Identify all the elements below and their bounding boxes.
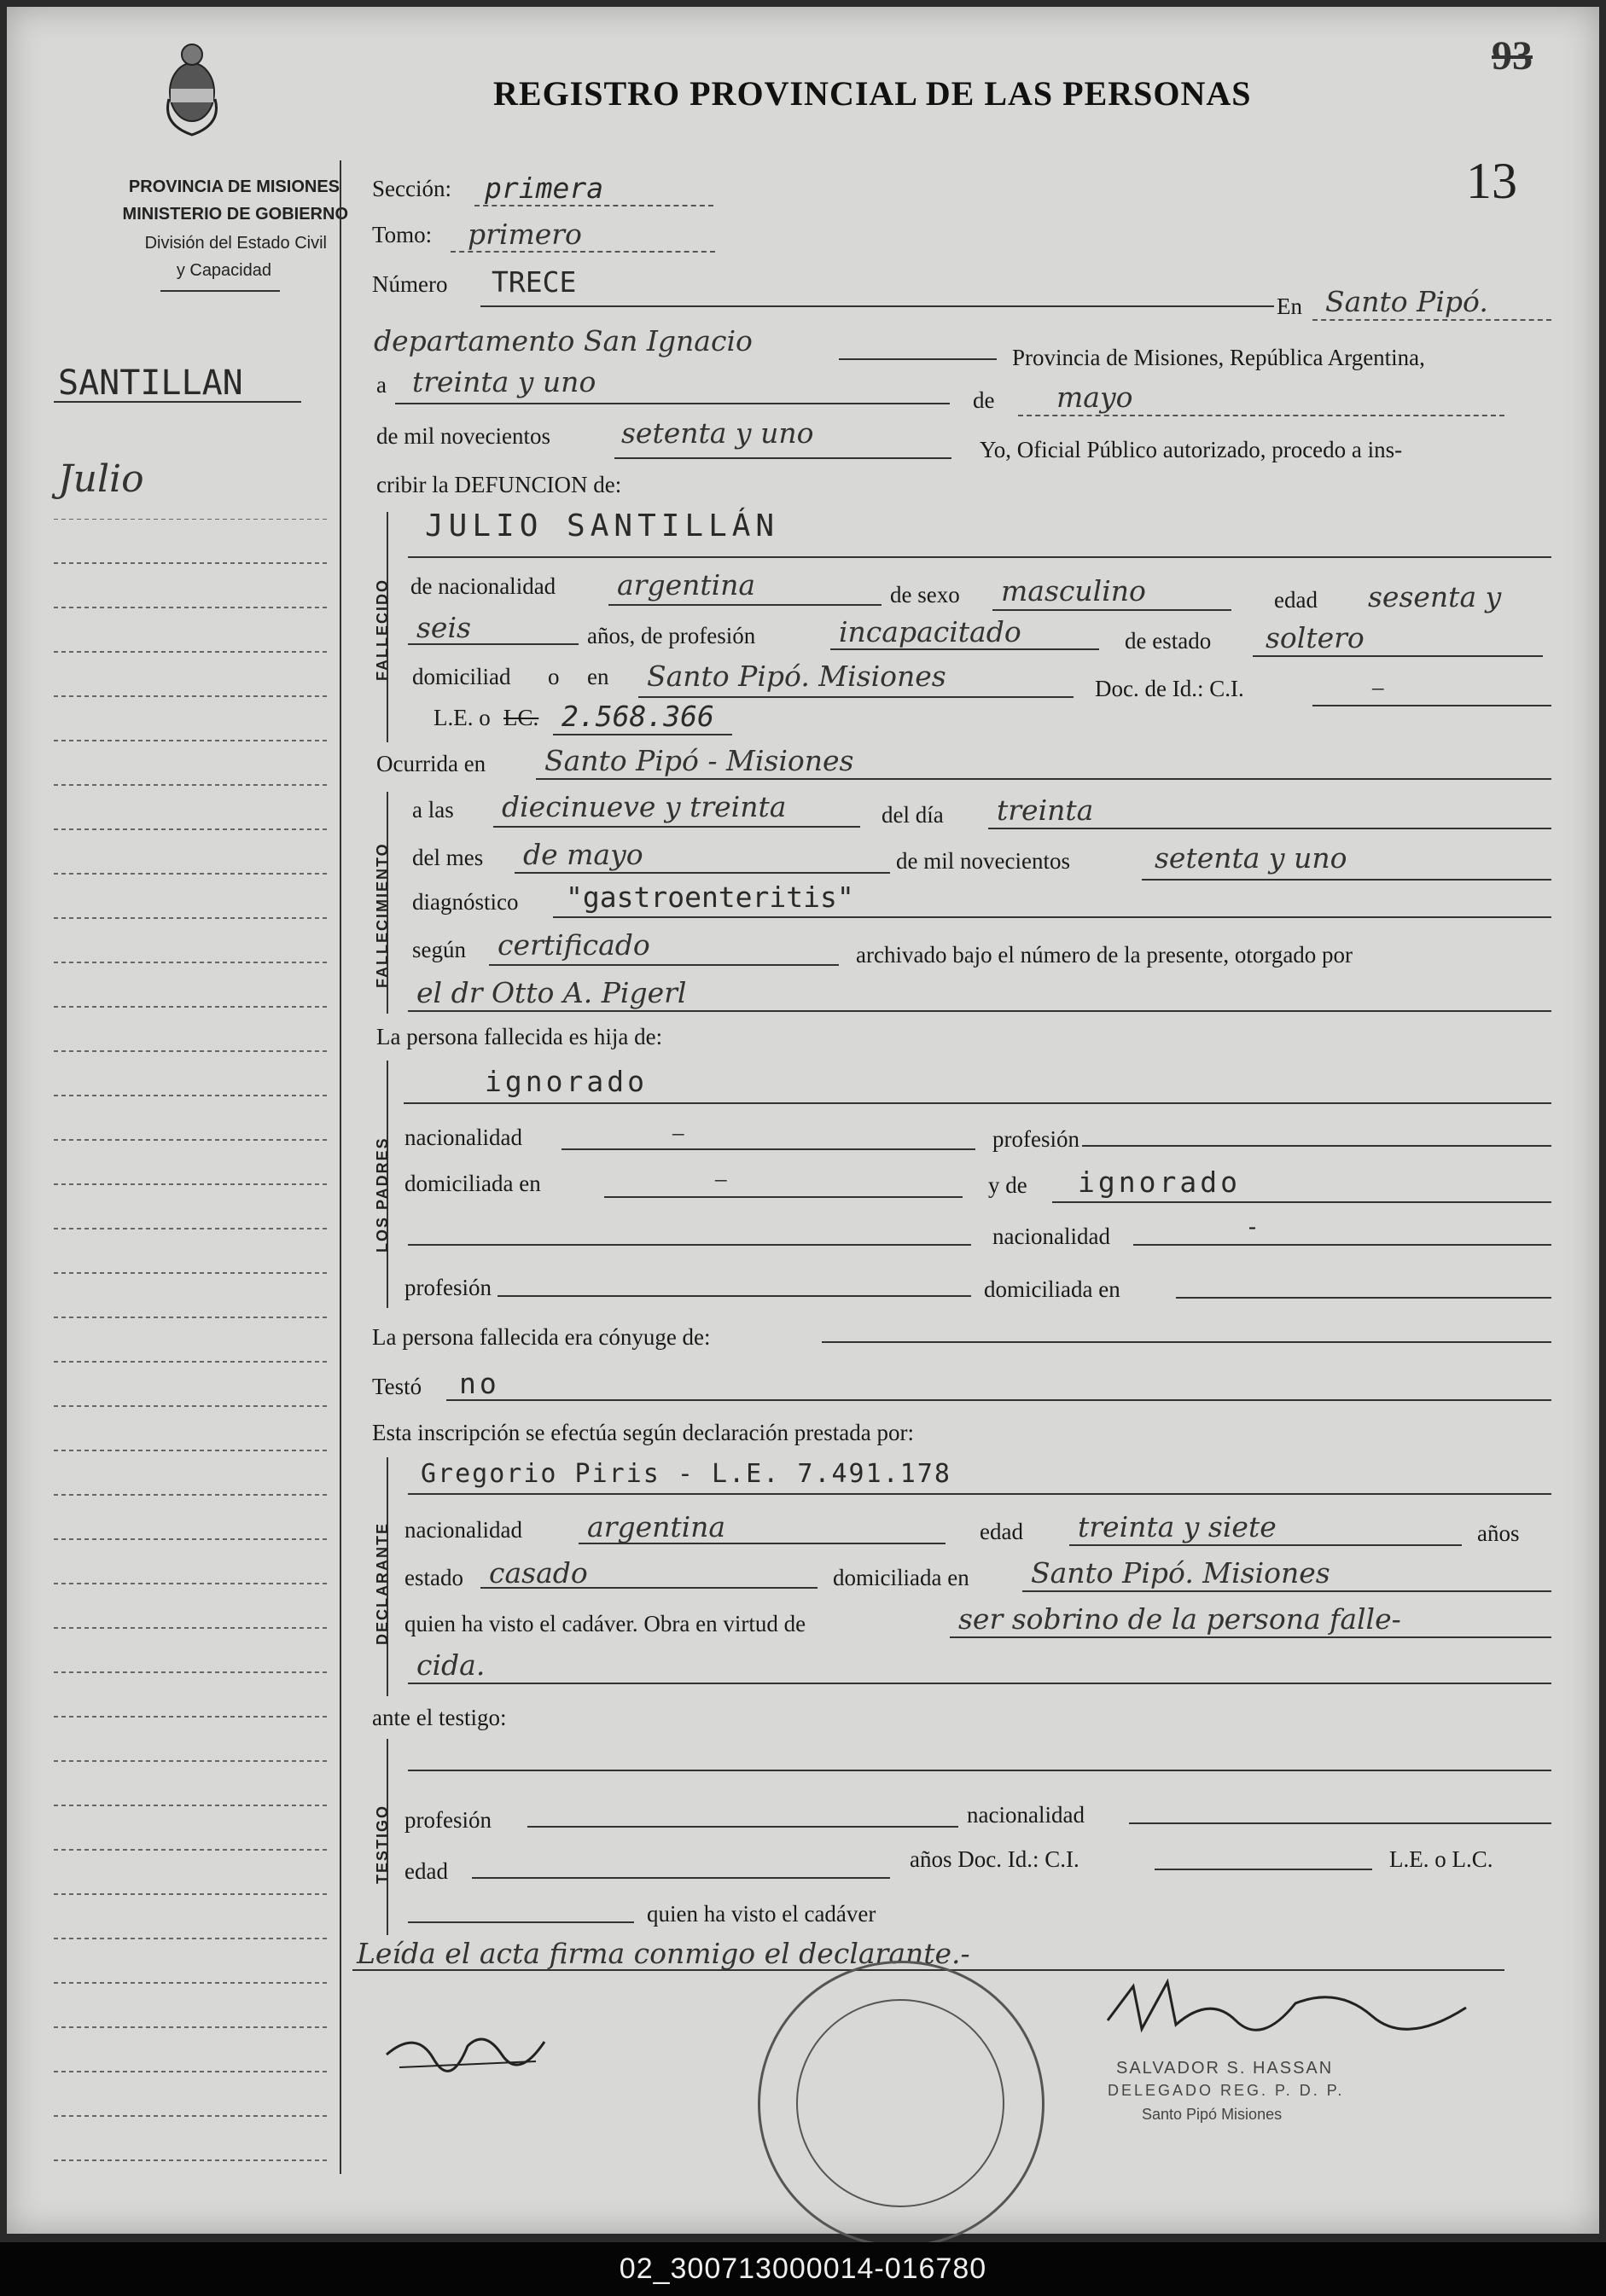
- issuer-line1: PROVINCIA DE MISIONES: [128, 177, 340, 196]
- label-estado-fallecido: de estado: [1125, 628, 1212, 654]
- line-segun: [489, 964, 839, 966]
- label-del-mes: del mes: [412, 845, 484, 870]
- margin-given-name: Julio: [58, 457, 144, 501]
- issuer-line2: MINISTERIO DE GOBIERNO: [122, 205, 348, 224]
- issuer-underline: [160, 290, 280, 292]
- label-diagnostico: diagnóstico: [412, 889, 519, 915]
- value-anio: setenta y uno: [621, 416, 814, 450]
- value-diagnostico: "gastroenteritis": [566, 881, 854, 914]
- line-le-number: [553, 734, 732, 735]
- value-dia-fallec: treinta: [997, 793, 1094, 827]
- label-testo: Testó: [372, 1374, 422, 1399]
- line-numero: [480, 305, 1274, 307]
- value-numero: TRECE: [492, 265, 577, 299]
- line-padre-dom: [604, 1196, 963, 1198]
- margin-ruled-lines: [54, 519, 327, 2208]
- label-archivado: archivado bajo el número de la presente, otorgado por: [856, 942, 1353, 968]
- line-sexo: [992, 609, 1231, 611]
- issuer-line4: y Capacidad: [176, 261, 271, 280]
- line-dia: [395, 403, 950, 404]
- line-en: [1312, 319, 1551, 321]
- value-padre-dom: –: [715, 1165, 727, 1191]
- line-declarante: [408, 1493, 1551, 1495]
- line-padre: [404, 1102, 1551, 1104]
- line-decl-estado: [480, 1587, 818, 1589]
- side-label-testigo: TESTIGO: [374, 1804, 391, 1884]
- margin-surname: SANTILLAN: [58, 363, 243, 403]
- label-sexo: de sexo: [890, 582, 960, 607]
- value-domicilio: Santo Pipó. Misiones: [647, 660, 946, 693]
- corner-number: 93: [1492, 33, 1533, 78]
- line-anio-fallec: [1142, 879, 1551, 881]
- value-hora: diecinueve y treinta: [502, 790, 787, 823]
- value-anio-fallec: setenta y uno: [1155, 841, 1347, 875]
- label-yo-oficial: Yo, Oficial Público autorizado, procedo a ins-: [980, 437, 1403, 462]
- label-domiciliada-madre: domiciliada en: [984, 1276, 1120, 1302]
- side-label-fallecido: FALLECIDO: [374, 578, 391, 681]
- label-doc-id: Doc. de Id.: C.I.: [1095, 676, 1244, 701]
- label-hija-de: La persona fallecida es hija de:: [376, 1024, 663, 1049]
- official-seal-inner: [796, 1999, 1004, 2207]
- line-ocurrida: [536, 778, 1551, 780]
- value-padre-nac: –: [672, 1119, 684, 1145]
- page-number: 13: [1466, 153, 1517, 209]
- value-profesion-fallecido: incapacitado: [839, 615, 1021, 648]
- line-dia-fallec: [988, 828, 1551, 829]
- line-nombre: [408, 556, 1551, 558]
- line-domicilio: [638, 696, 1074, 698]
- line-edad-testigo: [472, 1877, 890, 1879]
- label-segun: según: [412, 937, 466, 962]
- label-en-domicilio: en: [587, 664, 609, 689]
- value-padre: ignorado: [485, 1065, 648, 1098]
- label-anos-profesion: años, de profesión: [587, 623, 756, 648]
- side-label-fallecimiento: FALLECIMIENTO: [374, 842, 391, 988]
- label-y-de: y de: [988, 1172, 1027, 1198]
- label-profesion-madre: profesión: [404, 1275, 492, 1300]
- line-ci-testigo: [1155, 1869, 1372, 1870]
- value-segun: certificado: [498, 928, 650, 962]
- label-del-dia: del día: [882, 802, 944, 828]
- value-dia: treinta y uno: [412, 365, 596, 398]
- line-tomo: [451, 251, 715, 253]
- label-le-o-lc: L.E. o L.C.: [1389, 1846, 1493, 1872]
- line-decl-virtud1: [950, 1636, 1551, 1638]
- value-domiciliado-suffix: o: [548, 664, 560, 689]
- line-profesion-madre: [498, 1295, 971, 1297]
- label-lc-struck: LC.: [503, 705, 539, 730]
- label-quien-ha-visto: quien ha visto el cadáver. Obra en virtud de: [404, 1611, 806, 1636]
- label-profesion-padre: profesión: [992, 1126, 1079, 1152]
- value-en: Santo Pipó.: [1325, 285, 1488, 318]
- line-mes: [1018, 415, 1504, 416]
- label-de-mil-fallec: de mil novecientos: [896, 848, 1070, 874]
- line-decl-nac: [579, 1543, 946, 1544]
- line-departamento: [839, 358, 997, 360]
- line-profesion-fallecido: [830, 648, 1099, 650]
- label-edad-fallecido: edad: [1274, 587, 1318, 613]
- label-anos-decl: años: [1477, 1520, 1520, 1546]
- value-estado-fallecido: soltero: [1266, 621, 1365, 654]
- line-testigo-extra: [408, 1921, 634, 1923]
- line-madre-nac: [1133, 1244, 1551, 1246]
- label-conyuge: La persona fallecida era cónyuge de:: [372, 1324, 711, 1350]
- value-madre-nac: -: [1248, 1213, 1256, 1239]
- label-edad-decl: edad: [980, 1519, 1023, 1544]
- value-declarante: Gregorio Piris - L.E. 7.491.178: [421, 1459, 951, 1489]
- footer-id: 02_300713000014-016780: [0, 2242, 1606, 2296]
- label-de: de: [973, 387, 995, 413]
- label-inscribir: cribir la DEFUNCION de:: [376, 472, 622, 497]
- label-domiciliad: domiciliad: [412, 664, 511, 689]
- label-quien-ha-visto-testigo: quien ha visto el cadáver: [647, 1901, 876, 1927]
- value-ci: –: [1372, 674, 1384, 700]
- label-nacionalidad-decl: nacionalidad: [404, 1517, 522, 1543]
- declarant-signature-icon: [382, 2020, 553, 2080]
- line-madre: [1052, 1201, 1551, 1203]
- line-profesion-padre: [1082, 1145, 1551, 1147]
- line-edad2: [408, 643, 579, 645]
- value-mes-fallec: de mayo: [523, 838, 643, 871]
- value-mes: mayo: [1056, 381, 1133, 414]
- document-page: [7, 7, 1599, 2234]
- value-leida: Leída el acta firma conmigo el declarante.-: [357, 1937, 970, 1970]
- label-en: En: [1277, 294, 1302, 319]
- value-edad1: sesenta y: [1368, 580, 1502, 613]
- value-nombre: JULIO SANTILLÁN: [425, 509, 780, 543]
- margin-surname-line: [54, 401, 301, 403]
- value-testo: no: [459, 1367, 500, 1400]
- line-diagnostico: [553, 916, 1551, 918]
- line-domiciliada-madre: [1176, 1297, 1551, 1299]
- official-place: Santo Pipó Misiones: [1142, 2106, 1283, 2123]
- line-seccion: [474, 205, 713, 206]
- label-provincia: Provincia de Misiones, República Argentina,: [1012, 345, 1425, 370]
- value-edad2: seis: [416, 611, 471, 644]
- value-tomo: primero: [468, 218, 582, 251]
- value-madre: ignorado: [1078, 1165, 1241, 1199]
- official-signature-icon: [1099, 1969, 1475, 2046]
- line-mes-fallec: [515, 872, 890, 874]
- label-domiciliada-padre: domiciliada en: [404, 1171, 541, 1196]
- label-nacionalidad-testigo: nacionalidad: [967, 1802, 1085, 1828]
- value-decl-virtud2: cida.: [416, 1648, 486, 1682]
- line-testigo-nombre: [408, 1770, 1551, 1771]
- coat-of-arms-icon: [162, 39, 222, 137]
- side-label-declarante: DECLARANTE: [374, 1522, 391, 1645]
- line-nacionalidad-fallecido: [608, 604, 882, 606]
- label-a: a: [376, 372, 387, 398]
- margin-divider: [340, 160, 341, 2174]
- value-seccion: primera: [485, 171, 604, 205]
- line-decl-edad: [1069, 1544, 1462, 1546]
- label-numero: Número: [372, 271, 448, 297]
- line-conyuge: [822, 1341, 1551, 1343]
- side-label-los-padres: LOS PADRES: [374, 1136, 391, 1253]
- value-decl-dom: Santo Pipó. Misiones: [1031, 1556, 1330, 1590]
- line-hora: [493, 826, 860, 828]
- label-ante-testigo: ante el testigo:: [372, 1705, 507, 1730]
- line-medico: [408, 1010, 1551, 1012]
- label-tomo: Tomo:: [372, 222, 433, 247]
- value-ocurrida: Santo Pipó - Misiones: [544, 744, 854, 777]
- value-medico: el dr Otto A. Pigerl: [416, 976, 687, 1009]
- label-a-las: a las: [412, 797, 454, 822]
- value-le-number: 2.568.366: [562, 700, 714, 733]
- line-ci: [1312, 705, 1551, 706]
- line-nacionalidad-testigo: [1129, 1822, 1551, 1824]
- label-seccion: Sección:: [372, 176, 451, 201]
- line-decl-dom: [1022, 1590, 1551, 1592]
- value-decl-estado: casado: [489, 1556, 588, 1590]
- line-profesion-testigo: [527, 1826, 958, 1828]
- label-nacionalidad-padre: nacionalidad: [404, 1125, 522, 1150]
- value-nacionalidad-fallecido: argentina: [617, 568, 756, 602]
- value-departamento: departamento San Ignacio: [374, 324, 753, 357]
- label-nacionalidad-madre: nacionalidad: [992, 1224, 1110, 1249]
- line-anio: [614, 457, 951, 459]
- value-decl-virtud1: ser sobrino de la persona falle-: [958, 1602, 1401, 1636]
- line-padre-nac: [562, 1148, 975, 1150]
- label-estado-decl: estado: [404, 1565, 463, 1590]
- label-anos-doc: años Doc. Id.: C.I.: [910, 1846, 1079, 1872]
- official-title: DELEGADO REG. P. D. P.: [1108, 2082, 1345, 2099]
- label-ocurrida: Ocurrida en: [376, 751, 486, 776]
- label-profesion-testigo: profesión: [404, 1807, 492, 1833]
- value-decl-edad: treinta y siete: [1078, 1510, 1277, 1543]
- label-domiciliada-decl: domiciliada en: [833, 1565, 969, 1590]
- issuer-line3: División del Estado Civil: [144, 234, 327, 253]
- line-estado-fallecido: [1253, 655, 1543, 657]
- official-name: SALVADOR S. HASSAN: [1116, 2059, 1334, 2078]
- label-de-mil: de mil novecientos: [376, 423, 550, 449]
- line-decl-virtud2: [408, 1683, 1551, 1684]
- line-madre-extra: [408, 1244, 971, 1246]
- label-nacionalidad-fallecido: de nacionalidad: [410, 573, 556, 599]
- page-title: REGISTRO PROVINCIAL DE LAS PERSONAS: [493, 74, 1252, 113]
- label-esta-inscripcion: Esta inscripción se efectúa según declaración prestada por:: [372, 1420, 914, 1445]
- value-decl-nac: argentina: [587, 1510, 726, 1543]
- label-edad-testigo: edad: [404, 1858, 448, 1884]
- line-testo: [446, 1399, 1551, 1401]
- label-le-o: L.E. o: [434, 705, 491, 730]
- value-sexo: masculino: [1001, 574, 1146, 607]
